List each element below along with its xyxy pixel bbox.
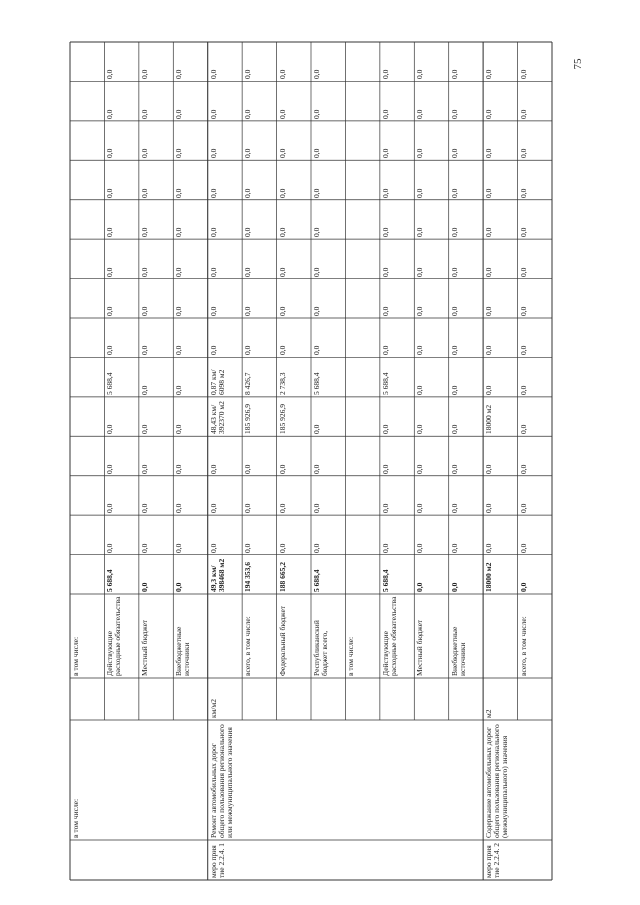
unit-cell: м2: [484, 709, 494, 718]
value-cell: 0,0: [208, 346, 218, 356]
value-cell: 0,0: [484, 385, 494, 395]
value-cell: 0,0: [484, 503, 494, 514]
value-cell: 0,0: [518, 543, 528, 553]
value-cell: 0,0: [105, 306, 115, 316]
value-cell: 0,0: [174, 109, 184, 119]
value-cell: 0,0: [518, 464, 528, 474]
value-cell: 0,0: [484, 70, 494, 80]
value-cell: 0,0: [277, 227, 287, 238]
value-cell: 0,0: [415, 227, 425, 238]
value-cell: 0,0: [312, 306, 321, 316]
value-cell: 5 688,4: [105, 569, 115, 592]
value-cell: 0,0: [139, 188, 149, 198]
value-cell: 5 688,4: [380, 372, 390, 395]
value-cell: 0,0: [139, 109, 149, 119]
value-cell: 0,0: [243, 267, 253, 277]
value-cell: 0,0: [518, 188, 528, 198]
value-cell: 0,0: [139, 503, 149, 514]
value-cell: 0,0: [277, 543, 287, 553]
value-cell: 0,0: [105, 503, 115, 514]
value-cell: 0,0: [139, 424, 149, 435]
value-cell: 0,0: [312, 109, 321, 119]
value-cell: 0,0: [243, 148, 253, 159]
value-cell: 0,0: [277, 267, 287, 277]
value-cell: 0,0: [380, 346, 390, 356]
value-cell: 0,0: [174, 464, 184, 474]
value-cell: 0,0: [380, 148, 390, 159]
value-cell: 0,0: [484, 464, 494, 474]
row-label-cell: всего, в том числе:: [243, 616, 253, 676]
value-cell: 0,0: [243, 464, 253, 474]
value-cell: 0,0: [174, 424, 184, 435]
value-cell: 0,0: [277, 148, 287, 159]
value-cell: 0,0: [174, 582, 184, 592]
value-cell: 0,0: [277, 346, 287, 356]
value-cell: 0,0: [484, 109, 494, 119]
row-label-cell: Действующие расходные обязательства: [105, 596, 123, 676]
value-cell: 0,0: [518, 109, 528, 119]
value-cell: 0,0: [139, 70, 149, 80]
value-cell: 5 688,4: [312, 569, 321, 592]
value-cell: 0,0: [518, 267, 528, 277]
value-cell: 0,0: [415, 306, 425, 316]
row-label-cell: в том числе:: [71, 636, 80, 676]
row-label-cell: Федеральный бюджет: [277, 605, 287, 676]
value-cell: 0,0: [208, 70, 218, 80]
value-cell: 0,0: [105, 464, 115, 474]
value-cell: 0,0: [243, 188, 253, 198]
value-cell: 0,0: [449, 109, 459, 119]
value-cell: 0,0: [243, 306, 253, 316]
value-cell: 0,0: [449, 70, 459, 80]
value-cell: 0,0: [243, 346, 253, 356]
value-cell: 0,0: [105, 109, 115, 119]
row-label-cell: Местный бюджет: [139, 619, 149, 676]
value-cell: 0,0: [139, 267, 149, 277]
value-cell: 0,0: [243, 503, 253, 514]
value-cell: 0,0: [174, 306, 184, 316]
value-cell: 0,0: [518, 70, 528, 80]
value-cell: 0,0: [174, 503, 184, 514]
row-label-cell: Местный бюджет: [415, 619, 425, 676]
activity-name-cell: в том числе:: [71, 798, 80, 838]
activity-code-cell: меро прия тие 2.2.4. 1: [208, 843, 226, 878]
row-label-cell: Действующие расходные обязательства: [380, 596, 398, 676]
value-cell: 0,0: [208, 109, 218, 119]
unit-cell: км/м2: [208, 699, 218, 718]
value-cell: 0,0: [484, 543, 494, 553]
value-cell: 0,0: [449, 346, 459, 356]
value-cell: 0,87 км/ 6098 м2: [208, 369, 226, 395]
value-cell: 185 926,9: [277, 404, 287, 435]
value-cell: 0,0: [174, 148, 184, 159]
value-cell: 0,0: [243, 109, 253, 119]
value-cell: 0,0: [518, 503, 528, 514]
value-cell: 0,0: [277, 503, 287, 514]
value-cell: 49,3 км/ 398468 м2: [208, 558, 226, 592]
value-cell: 0,0: [415, 464, 425, 474]
value-cell: 0,0: [105, 227, 115, 238]
value-cell: 0,0: [208, 464, 218, 474]
value-cell: 0,0: [277, 306, 287, 316]
value-cell: 0,0: [312, 148, 321, 159]
value-cell: 0,0: [415, 109, 425, 119]
value-cell: 0,0: [139, 543, 149, 553]
value-cell: 0,0: [105, 543, 115, 553]
value-cell: 0,0: [139, 464, 149, 474]
row-label-cell: в том числе:: [346, 636, 356, 676]
value-cell: 0,0: [277, 109, 287, 119]
value-cell: 0,0: [380, 188, 390, 198]
value-cell: 0,0: [415, 424, 425, 435]
value-cell: 0,0: [380, 543, 390, 553]
value-cell: 0,0: [174, 227, 184, 238]
value-cell: 0,0: [380, 503, 390, 514]
value-cell: 185 926,9: [243, 404, 253, 435]
value-cell: 0,0: [208, 148, 218, 159]
value-cell: 48,43 км/ 392370 м2: [208, 401, 226, 435]
value-cell: 0,0: [518, 227, 528, 238]
value-cell: 0,0: [312, 267, 321, 277]
value-cell: 0,0: [312, 227, 321, 238]
value-cell: 0,0: [449, 424, 459, 435]
value-cell: 0,0: [105, 70, 115, 80]
value-cell: 0,0: [312, 464, 321, 474]
value-cell: 0,0: [380, 227, 390, 238]
row-label-cell: всего, в том числе:: [518, 616, 528, 676]
value-cell: 0,0: [105, 424, 115, 435]
value-cell: 0,0: [243, 543, 253, 553]
value-cell: 0,0: [415, 503, 425, 514]
value-cell: 0,0: [380, 70, 390, 80]
value-cell: 0,0: [277, 70, 287, 80]
value-cell: 0,0: [415, 70, 425, 80]
value-cell: 0,0: [139, 346, 149, 356]
value-cell: 0,0: [415, 346, 425, 356]
value-cell: 0,0: [518, 582, 528, 592]
value-cell: 5 688,4: [380, 569, 390, 592]
value-cell: 0,0: [208, 306, 218, 316]
value-cell: 0,0: [380, 306, 390, 316]
value-cell: 0,0: [415, 582, 425, 592]
value-cell: 0,0: [449, 503, 459, 514]
value-cell: 0,0: [449, 188, 459, 198]
value-cell: 0,0: [312, 346, 321, 356]
value-cell: 194 353,6: [243, 561, 253, 592]
value-cell: 0,0: [174, 70, 184, 80]
value-cell: 0,0: [484, 306, 494, 316]
value-cell: 0,0: [139, 385, 149, 395]
value-cell: 0,0: [484, 227, 494, 238]
value-cell: 0,0: [415, 188, 425, 198]
value-cell: 0,0: [449, 543, 459, 553]
value-cell: 18000 м2: [484, 562, 494, 592]
value-cell: 0,0: [518, 346, 528, 356]
value-cell: 0,0: [415, 543, 425, 553]
value-cell: 0,0: [518, 148, 528, 159]
value-cell: 0,0: [139, 306, 149, 316]
value-cell: 5 688,4: [312, 372, 321, 395]
value-cell: 0,0: [484, 267, 494, 277]
value-cell: 0,0: [312, 543, 321, 553]
value-cell: 0,0: [208, 267, 218, 277]
value-cell: 0,0: [174, 543, 184, 553]
row-label-cell: Внебюджетные источники: [449, 626, 467, 676]
value-cell: 0,0: [312, 503, 321, 514]
value-cell: 0,0: [139, 148, 149, 159]
page-number: 75: [572, 58, 584, 70]
value-cell: 0,0: [105, 148, 115, 159]
row-label-cell: Республиканский бюджет всего,: [312, 620, 329, 676]
value-cell: 0,0: [208, 543, 218, 553]
value-cell: 0,0: [139, 227, 149, 238]
value-cell: 0,0: [449, 582, 459, 592]
value-cell: 2 738,3: [277, 372, 287, 395]
value-cell: 0,0: [139, 582, 149, 592]
value-cell: 0,0: [380, 464, 390, 474]
value-cell: 188 665,2: [277, 561, 287, 592]
value-cell: 0,0: [518, 306, 528, 316]
activity-name-cell: Содержание автомобильных дорог общего пользования регионального (межмуниципального) значения: [484, 724, 510, 838]
activity-code-cell: меро прия тие 2.2.4. 2: [484, 843, 502, 878]
value-cell: 0,0: [415, 267, 425, 277]
value-cell: 0,0: [174, 188, 184, 198]
value-cell: 0,0: [105, 188, 115, 198]
value-cell: 0,0: [415, 148, 425, 159]
value-cell: 0,0: [518, 424, 528, 435]
value-cell: 0,0: [484, 188, 494, 198]
value-cell: 0,0: [449, 306, 459, 316]
value-cell: 0,0: [449, 385, 459, 395]
value-cell: 0,0: [484, 346, 494, 356]
value-cell: 0,0: [277, 464, 287, 474]
value-cell: 0,0: [105, 346, 115, 356]
value-cell: 0,0: [380, 267, 390, 277]
value-cell: 0,0: [449, 464, 459, 474]
value-cell: 0,0: [208, 503, 218, 514]
value-cell: 0,0: [449, 148, 459, 159]
value-cell: 0,0: [449, 267, 459, 277]
value-cell: 8 426,7: [243, 372, 253, 395]
value-cell: 0,0: [174, 346, 184, 356]
activity-name-cell: Ремонт автомобильных дорог общего пользования регионального или межмуниципального значения: [208, 724, 234, 838]
value-cell: 5 688,4: [105, 372, 115, 395]
value-cell: 0,0: [174, 385, 184, 395]
value-cell: 0,0: [449, 227, 459, 238]
value-cell: 0,0: [518, 385, 528, 395]
value-cell: 0,0: [243, 70, 253, 80]
value-cell: 0,0: [243, 227, 253, 238]
value-cell: 18000 м2: [484, 405, 494, 435]
value-cell: 0,0: [484, 148, 494, 159]
value-cell: 0,0: [312, 70, 321, 80]
value-cell: 0,0: [277, 188, 287, 198]
value-cell: 0,0: [380, 109, 390, 119]
value-cell: 0,0: [105, 267, 115, 277]
value-cell: 0,0: [312, 424, 321, 435]
value-cell: 0,0: [380, 424, 390, 435]
value-cell: 0,0: [174, 267, 184, 277]
value-cell: 0,0: [415, 385, 425, 395]
value-cell: 0,0: [312, 188, 321, 198]
value-cell: 0,0: [208, 227, 218, 238]
row-label-cell: Внебюджетные источники: [174, 626, 192, 676]
value-cell: 0,0: [208, 188, 218, 198]
